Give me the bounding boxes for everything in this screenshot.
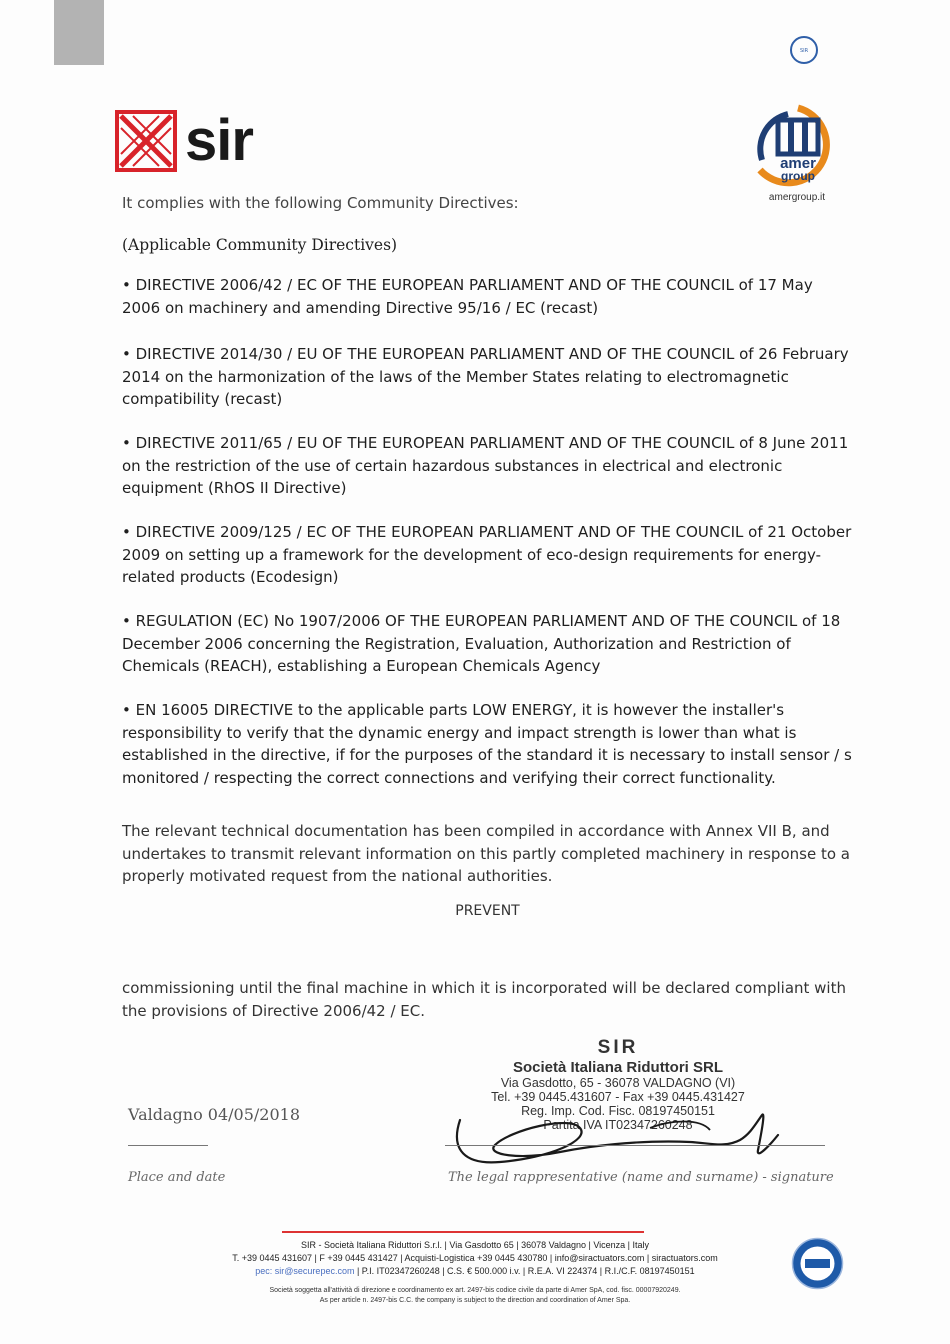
svg-text:group: group	[781, 169, 815, 183]
footer	[180, 1239, 770, 1305]
intro-line: It complies with the following Community Directives:	[122, 194, 519, 212]
signature-caption: The legal rappresentative (name and surname) - signature	[448, 1170, 834, 1185]
amer-group-url: amergroup.it	[768, 192, 826, 203]
stamp-vat: Partita IVA IT02347260248	[543, 1118, 693, 1132]
stamp-address: Via Gasdotto, 65 - 36078 VALDAGNO (VI)	[500, 1076, 736, 1090]
svg-text:amer: amer	[780, 155, 816, 172]
sir-x-mark-icon	[115, 110, 177, 172]
top-circle-logo-icon	[787, 35, 819, 65]
place-date-caption: Place and date	[128, 1170, 226, 1185]
footer-company-line: SIR - Società Italiana Riduttori S.r.l. | Via Gasdotto 65 | 36078 Valdagno | Vicenza | Italy	[300, 1240, 650, 1250]
directive-item: • EN 16005 DIRECTIVE to the applicable parts LOW ENERGY, it is however the installer's responsibility to verify that the dynamic energy and impact strength is lower than what is established in the directive, if for the purposes of the standard it is necessary to install sensor / s monitored / respecting the correct connections and verifying their correct functionality.	[122, 701, 852, 787]
sir-logo	[115, 110, 253, 172]
footer-contact-line: T. +39 0445 431607 | F +39 0445 431427 | Acquisti-Logistica +39 0445 430780 | info@siractuators.com | siractuators.com	[232, 1253, 718, 1263]
handwritten-signature-icon	[440, 1070, 800, 1180]
place-date-value: Valdagno 04/05/2018	[128, 1105, 301, 1124]
directive-item: • DIRECTIVE 2014/30 / EU OF THE EUROPEAN PARLIAMENT AND OF THE COUNCIL of 26 February 2014 on the harmonization of the laws of the Member States relating to electromagnetic compatibility (recast)	[122, 345, 849, 408]
svg-text:SIR: SIR	[799, 48, 809, 54]
certification-badge-icon	[790, 1236, 845, 1291]
footer-legal-note-it: Società soggetta all'attività di direzione e coordinamento ex art. 2497-bis codice civile da parte di Amer SpA, cod. fisc. 00007920249.	[269, 1287, 681, 1294]
directive-item: • REGULATION (EC) No 1907/2006 OF THE EUROPEAN PARLIAMENT AND OF THE COUNCIL of 18 December 2006 concerning the Registration, Evaluation, Authorization and Restriction of Chemicals (REACH), establishing a European Chemicals Agency	[122, 612, 841, 675]
footer-registry-text: | P.I. IT02347260248 | C.S. € 500.000 i.v. | R.E.A. VI 224374 | R.I./C.F. 08197450151	[354, 1266, 695, 1276]
signature-underline	[445, 1145, 825, 1146]
footer-red-rule	[282, 1231, 644, 1233]
stamp-registry: Reg. Imp. Cod. Fisc. 08197450151	[521, 1104, 715, 1118]
stamp-title: SIR	[597, 1037, 639, 1058]
directive-item: • DIRECTIVE 2011/65 / EU OF THE EUROPEAN PARLIAMENT AND OF THE COUNCIL of 8 June 2011 on the restriction of the use of certain hazardous substances in electrical and electronic equipment (RhOS II Directive)	[122, 434, 849, 497]
directive-item: • DIRECTIVE 2006/42 / EC OF THE EUROPEAN PARLIAMENT AND OF THE COUNCIL of 17 May 2006 on machinery and amending Directive 95/16 / EC (recast)	[122, 276, 813, 317]
commissioning-paragraph: commissioning until the final machine in which it is incorporated will be declared compliant with the provisions of Directive 2006/42 / EC.	[122, 979, 846, 1020]
footer-registry-line	[180, 1265, 770, 1278]
prevent-heading: PREVENT	[455, 903, 520, 919]
footer-legal-note-en: As per article n. 2497-bis C.C. the company is subject to the direction and coordination of Amer Spa.	[319, 1296, 631, 1304]
stamp-company: Società Italiana Riduttori SRL	[512, 1059, 724, 1076]
footer-pec: pec: sir@securepec.com	[255, 1266, 355, 1276]
directive-item: • DIRECTIVE 2009/125 / EC OF THE EUROPEAN PARLIAMENT AND OF THE COUNCIL of 21 October 2009 on setting up a framework for the development of eco-design requirements for energy-related products (Ecodesign)	[122, 523, 852, 586]
place-date-underline	[128, 1145, 208, 1146]
sir-brand-word: sir	[185, 108, 253, 173]
technical-documentation-paragraph: The relevant technical documentation has been compiled in accordance with Annex VII B, and undertakes to transmit relevant information on this partly completed machinery in response to a properly motivated request from the national authorities.	[122, 822, 850, 885]
gray-corner-tab	[54, 0, 104, 65]
stamp-phone: Tel. +39 0445.431607 - Fax +39 0445.431427	[491, 1090, 745, 1104]
applicable-heading: (Applicable Community Directives)	[122, 236, 398, 254]
